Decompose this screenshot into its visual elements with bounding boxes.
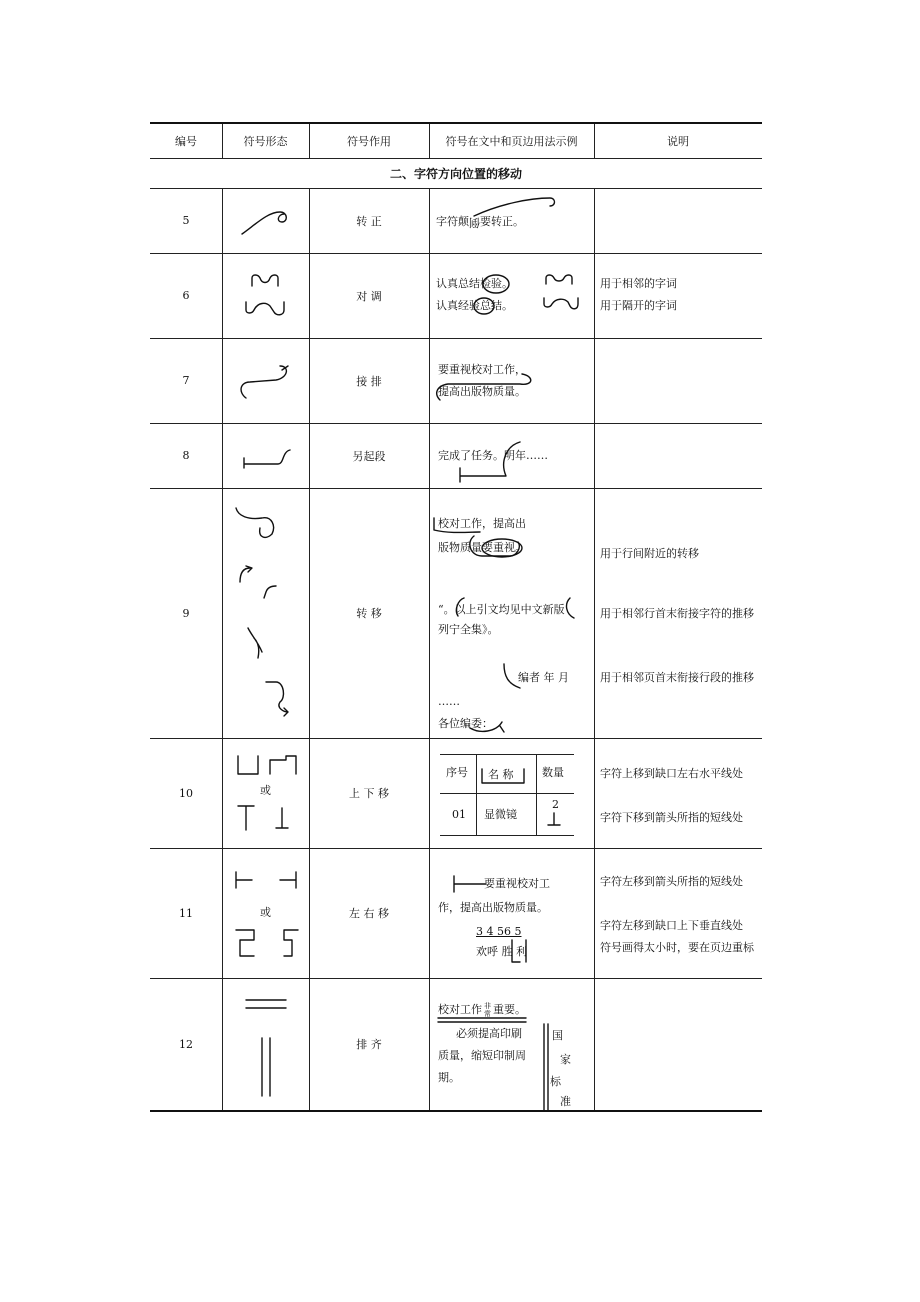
mini-table-cell: 名 称 bbox=[488, 768, 514, 781]
note-text: 符号画得太小时，要在页边重标 bbox=[600, 941, 754, 954]
row-divider bbox=[150, 488, 762, 489]
row-divider bbox=[150, 738, 762, 739]
example-text: 认真总结检验。 bbox=[436, 277, 513, 290]
header-number: 编号 bbox=[175, 135, 197, 148]
move-right-symbol-icon bbox=[232, 926, 304, 960]
row-number: 9 bbox=[182, 606, 190, 620]
column-divider bbox=[594, 188, 595, 1110]
move-line-mark-icon bbox=[444, 594, 584, 622]
example-text: 期。 bbox=[438, 1071, 460, 1084]
row-action: 转 正 bbox=[356, 214, 382, 228]
row-divider bbox=[150, 338, 762, 339]
example-text: …… bbox=[438, 695, 460, 708]
swap-symbol-icon bbox=[244, 272, 294, 320]
note-text: 用于隔开的字词 bbox=[600, 299, 677, 312]
row-number: 12 bbox=[179, 1037, 193, 1051]
new-paragraph-symbol-icon bbox=[240, 440, 300, 472]
mini-table-cell: 数量 bbox=[542, 766, 564, 779]
note-text: 字符左移到缺口上下垂直线处 bbox=[600, 919, 743, 932]
example-text: 准 bbox=[560, 1095, 571, 1108]
example-text: 3 4 56 5 bbox=[476, 925, 522, 938]
row-number: 5 bbox=[182, 214, 190, 227]
mini-table-cell: 显微镜 bbox=[484, 808, 517, 821]
column-divider bbox=[309, 124, 310, 158]
note-text: 字符左移到箭头所指的短线处 bbox=[600, 875, 743, 888]
mini-table-cell: 01 bbox=[452, 808, 466, 821]
example-text: 作，提高出版物质量。 bbox=[438, 901, 548, 914]
example-text: 校对工作 非 常 重要。 bbox=[438, 1002, 526, 1018]
move-right-mark-icon bbox=[506, 938, 536, 968]
row-action: 上 下 移 bbox=[349, 787, 389, 800]
divider bbox=[150, 188, 762, 189]
example-text: 必须提高印刷 bbox=[456, 1027, 522, 1040]
example-text: 编者 年 月 bbox=[518, 671, 569, 684]
header-usage-example: 符号在文中和页边用法示例 bbox=[445, 135, 578, 148]
mini-table-cell: 序号 bbox=[446, 766, 468, 779]
example-text: 字符颠倒要转正。 bbox=[436, 215, 524, 229]
row-divider bbox=[150, 978, 762, 979]
row-action: 另起段 bbox=[352, 449, 386, 463]
row-action: 接 排 bbox=[356, 374, 382, 388]
column-divider bbox=[429, 188, 430, 1110]
move-symbols-icon bbox=[232, 502, 302, 732]
swap-mark-icon bbox=[458, 272, 518, 318]
note-text: 用于相邻行首末衔接字符的推移 bbox=[600, 607, 754, 620]
example-text: 家 bbox=[560, 1053, 571, 1066]
note-text: 用于相邻页首末衔接行段的推移 bbox=[600, 671, 754, 684]
row-number: 6 bbox=[182, 289, 190, 302]
new-paragraph-mark-icon bbox=[450, 432, 530, 482]
example-text: 列宁全集》。 bbox=[438, 623, 499, 636]
proofreading-symbols-table bbox=[150, 122, 762, 1112]
mini-table-cell: 2 bbox=[552, 798, 559, 811]
header-symbol-function: 符号作用 bbox=[347, 135, 391, 148]
move-up-symbol-icon bbox=[234, 752, 304, 780]
row-action: 排 齐 bbox=[356, 1038, 382, 1051]
move-down-mark-icon bbox=[544, 813, 564, 829]
example-text: 完成了任务。明年…… bbox=[438, 449, 548, 462]
or-label: 或 bbox=[260, 784, 271, 797]
note-text: 字符上移到缺口左右水平线处 bbox=[600, 767, 743, 780]
example-text: 校对工作，提高出 bbox=[438, 517, 526, 530]
note-text: 用于相邻的字词 bbox=[600, 277, 677, 290]
example-mini-table bbox=[440, 754, 574, 836]
row-action: 转 移 bbox=[356, 607, 382, 620]
example-text: 质量，缩短印制周 bbox=[438, 1049, 526, 1062]
or-label: 或 bbox=[260, 906, 271, 919]
row-action: 左 右 移 bbox=[349, 907, 389, 920]
example-text: 欢呼 胜 利 bbox=[476, 945, 527, 958]
example-text: 版物质量要重视。 bbox=[438, 541, 526, 554]
row-number: 11 bbox=[179, 906, 193, 920]
move-down-symbol-icon bbox=[236, 802, 296, 834]
column-divider bbox=[429, 124, 430, 158]
column-divider bbox=[594, 124, 595, 158]
move-up-mark-icon bbox=[480, 765, 530, 787]
row-number: 10 bbox=[179, 786, 193, 800]
row-divider bbox=[150, 253, 762, 254]
example-text: 各位编委： bbox=[438, 717, 493, 730]
example-text: 认真经验总结。 bbox=[436, 299, 513, 312]
align-vertical-mark-icon bbox=[540, 1022, 580, 1112]
join-symbol-icon bbox=[238, 362, 302, 402]
example-text: 提高出版物质量。 bbox=[438, 385, 526, 398]
example-text: 要重视校对工 bbox=[484, 877, 550, 890]
row-number: 8 bbox=[182, 449, 190, 462]
table-bottom-rule bbox=[150, 1110, 762, 1112]
rotate-mark-icon bbox=[470, 194, 560, 220]
example-text: “。以上引文均见中文新版 bbox=[438, 603, 565, 616]
move-left-symbol-icon bbox=[232, 868, 304, 892]
header-notes: 说明 bbox=[667, 135, 689, 148]
rotate-symbol-icon bbox=[238, 202, 298, 242]
example-text: 要重视校对工作， bbox=[438, 363, 526, 376]
column-divider bbox=[222, 124, 223, 158]
section-title: 二、字符方向位置的移动 bbox=[389, 166, 522, 181]
row-divider bbox=[150, 848, 762, 849]
note-text: 用于行间附近的转移 bbox=[600, 547, 699, 560]
join-mark-icon bbox=[430, 360, 540, 404]
move-end-mark-icon bbox=[466, 712, 516, 738]
align-mark-icon bbox=[436, 996, 536, 1026]
example-text: 标 bbox=[550, 1075, 561, 1088]
move-page-mark-icon bbox=[500, 660, 530, 694]
row-number: 7 bbox=[182, 374, 190, 387]
swap-margin-icon bbox=[542, 272, 586, 316]
example-text: 国 bbox=[552, 1029, 563, 1042]
row-action: 对 调 bbox=[356, 289, 382, 303]
header-symbol-form: 符号形态 bbox=[243, 135, 288, 148]
move-mark-icon bbox=[430, 512, 550, 562]
row-divider bbox=[150, 423, 762, 424]
note-text: 字符下移到箭头所指的短线处 bbox=[600, 811, 743, 824]
column-divider bbox=[222, 188, 223, 1110]
align-symbol-icon bbox=[242, 994, 292, 1098]
